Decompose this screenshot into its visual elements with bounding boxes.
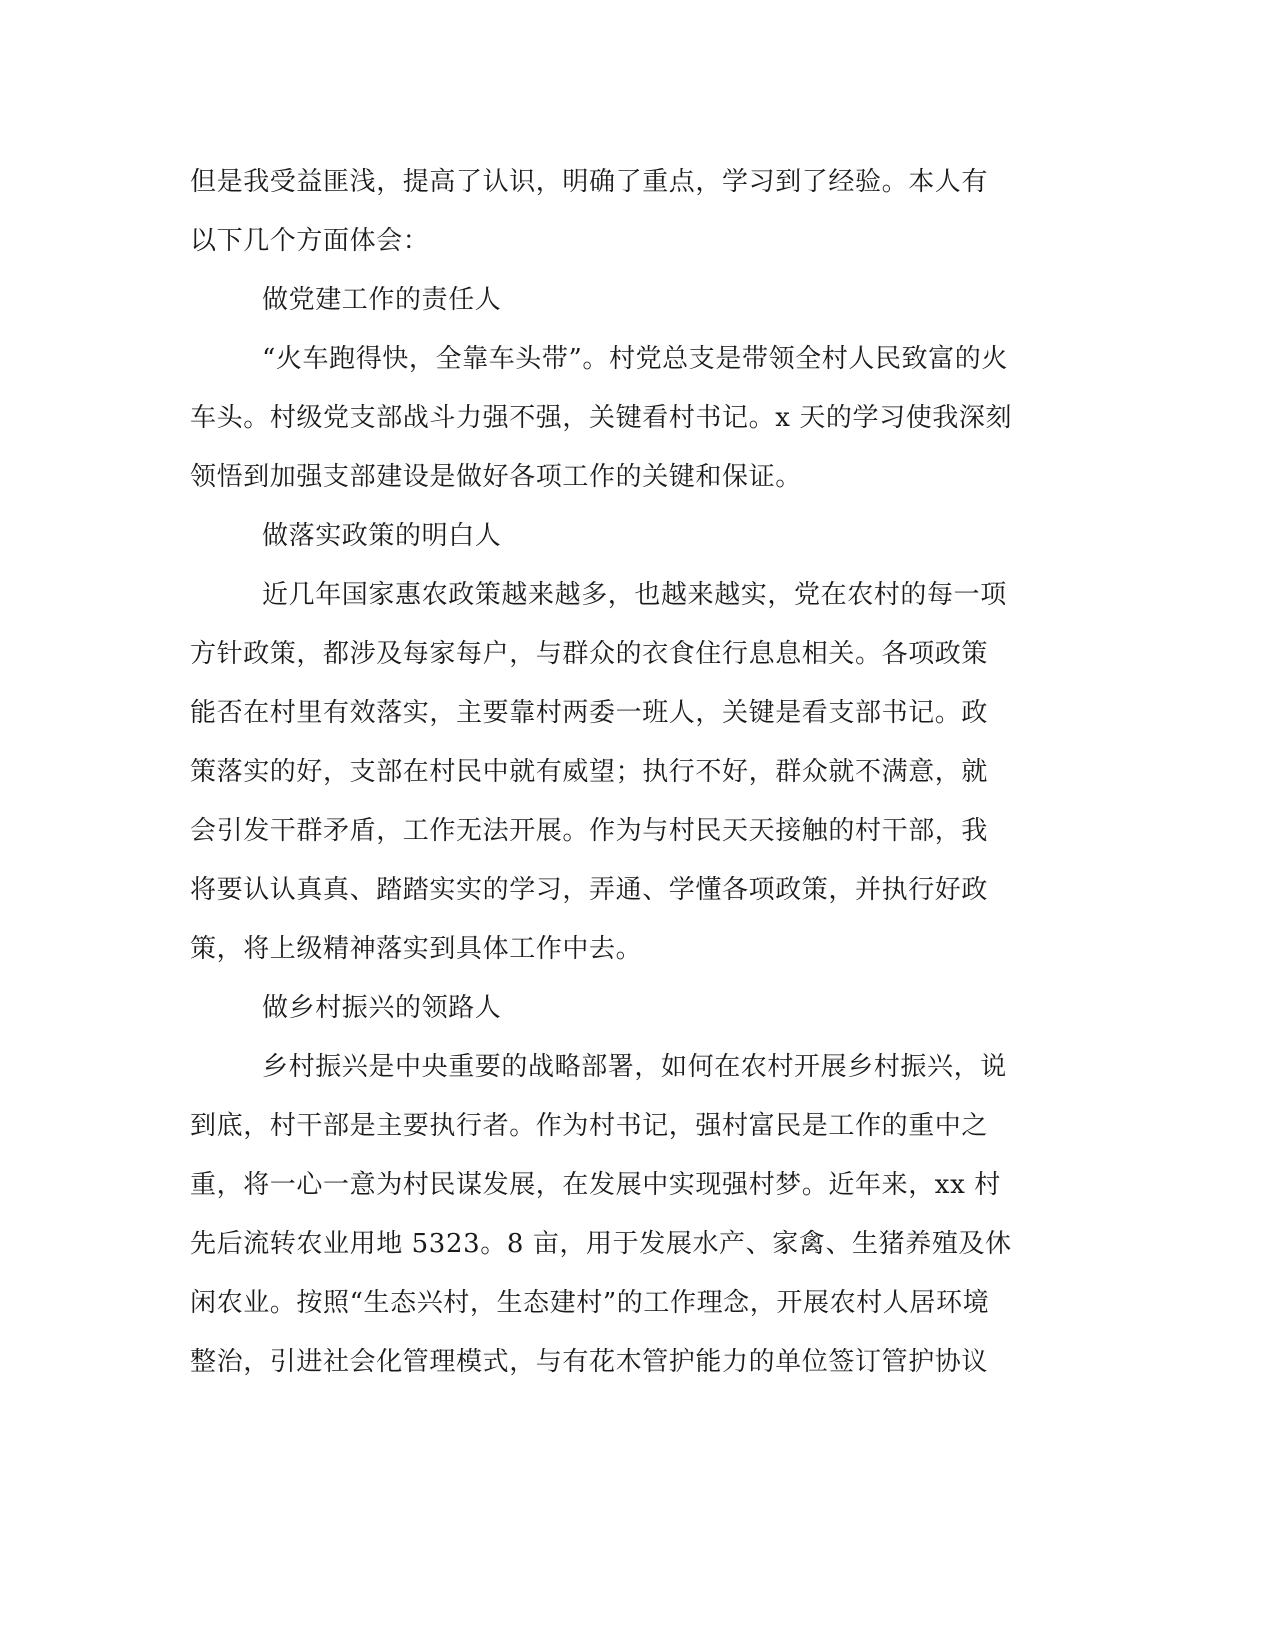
body-text-line: 近几年国家惠农政策越来越多，也越来越实，党在农村的每一项 — [262, 580, 1007, 610]
body-text-line: 到底，村干部是主要执行者。作为村书记，强村富民是工作的重中之 — [190, 1111, 989, 1141]
body-text-line: 能否在村里有效落实，主要靠村两委一班人，关键是看支部书记。政 — [190, 698, 989, 728]
body-text-line: 车头。村级党支部战斗力强不强，关键看村书记。x 天的学习使我深刻 — [190, 403, 1013, 433]
body-text-line: 但是我受益匪浅，提高了认识，明确了重点，学习到了经验。本人有 — [190, 167, 989, 197]
body-text-line: 先后流转农业用地 5323。8 亩，用于发展水产、家禽、生猪养殖及休 — [190, 1229, 1012, 1259]
body-text-line: 重，将一心一意为村民谋发展，在发展中实现强村梦。近年来，xx 村 — [190, 1170, 1001, 1200]
body-text-line: 闲农业。按照“生态兴村，生态建村”的工作理念，开展农村人居环境 — [190, 1288, 990, 1318]
body-text-line: 会引发干群矛盾，工作无法开展。作为与村民天天接触的村干部，我 — [190, 816, 989, 846]
body-text-line: 领悟到加强支部建设是做好各项工作的关键和保证。 — [190, 462, 802, 492]
section-heading-rural-revitalization: 做乡村振兴的领路人 — [262, 993, 502, 1023]
body-text-line: 乡村振兴是中央重要的战略部署，如何在农村开展乡村振兴，说 — [262, 1052, 1007, 1082]
body-text-line: 策，将上级精神落实到具体工作中去。 — [190, 934, 643, 964]
section-heading-policy: 做落实政策的明白人 — [262, 521, 502, 551]
body-text-line: 将要认认真真、踏踏实实的学习，弄通、学懂各项政策，并执行好政 — [190, 875, 989, 905]
body-text-line: 方针政策，都涉及每家每户，与群众的衣食住行息息相关。各项政策 — [190, 639, 989, 669]
body-text-line: “火车跑得快，全靠车头带”。村党总支是带领全村人民致富的火 — [262, 344, 1008, 374]
body-text-line: 整治，引进社会化管理模式，与有花木管护能力的单位签订管护协议 — [190, 1347, 989, 1377]
section-heading-party-building: 做党建工作的责任人 — [262, 285, 502, 315]
body-text-line: 以下几个方面体会： — [190, 226, 430, 256]
body-text-line: 策落实的好，支部在村民中就有威望；执行不好，群众就不满意，就 — [190, 757, 989, 787]
